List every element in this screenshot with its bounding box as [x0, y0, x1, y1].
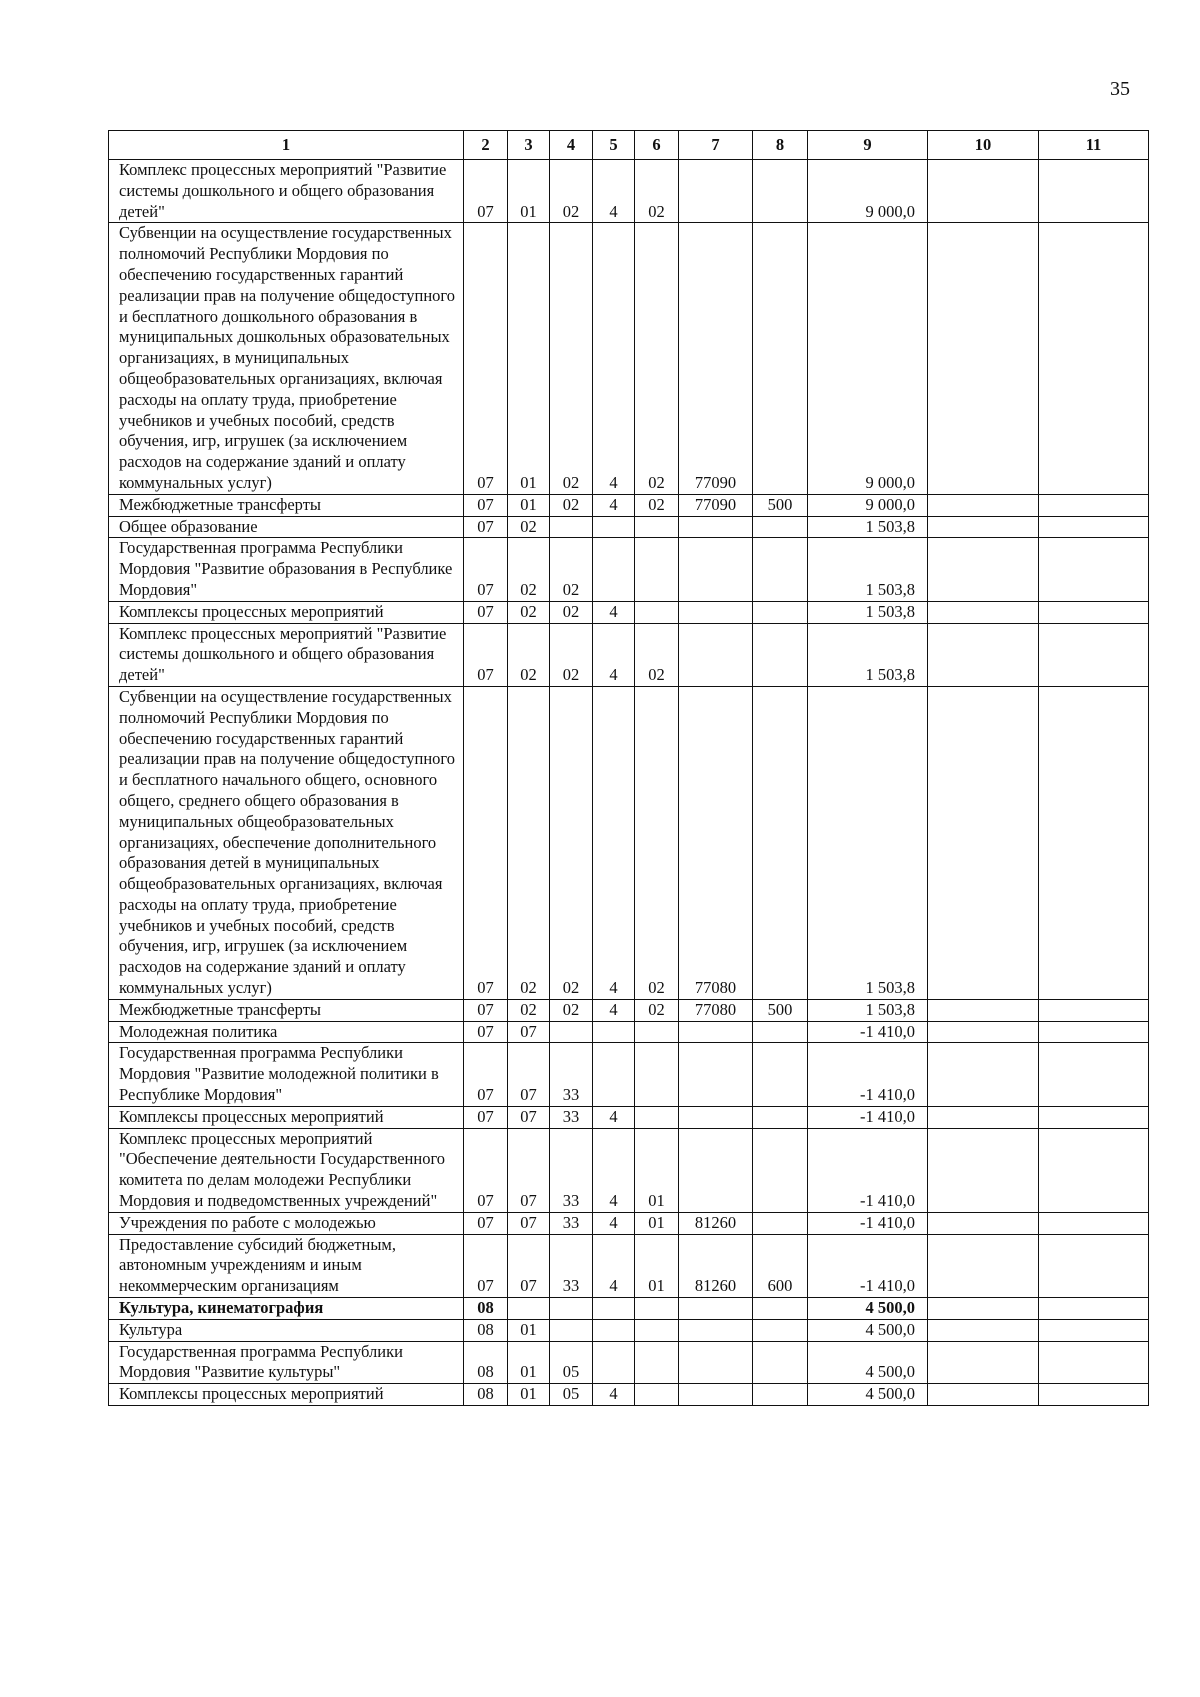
code-subprogram — [635, 1106, 679, 1128]
code-subprogram — [635, 1319, 679, 1341]
code-program: 02 — [550, 494, 593, 516]
code-subprogram: 02 — [635, 160, 679, 223]
code-section: 07 — [464, 1043, 508, 1106]
amount-cell-11 — [1039, 223, 1149, 494]
table-row — [109, 223, 1149, 494]
code-subprogram: 02 — [635, 494, 679, 516]
code-program-type: 4 — [593, 1106, 635, 1128]
amount-cell-10 — [928, 1043, 1039, 1106]
amount-cell-11 — [1039, 1212, 1149, 1234]
row-description: Государственная программа Республики Мордовия "Развитие образования в Республике Мордовия" — [109, 538, 464, 601]
code-section: 07 — [464, 1212, 508, 1234]
code-direction: 77080 — [679, 686, 753, 999]
code-subprogram — [635, 538, 679, 601]
code-direction — [679, 1384, 753, 1406]
column-header: 10 — [928, 131, 1039, 160]
code-expense-type: 600 — [753, 1234, 808, 1297]
code-section: 07 — [464, 999, 508, 1021]
code-subsection: 02 — [508, 516, 550, 538]
code-section: 07 — [464, 1021, 508, 1043]
row-description: Субвенции на осуществление государственных полномочий Республики Мордовия по обеспечению государственных гарантий реализации прав на получение общедоступного и бесплатного начального общего, основного общего, среднего общего образования в муниципальных общеобразовательных организациях, обеспечение дополнительного образования детей в муниципальных общеобразовательных организациях, включая расходы на оплату труда, приобретение учебников и учебных пособий, средств обучения, игр, игрушек (за исключением расходов на содержание зданий и оплату коммунальных услуг) — [109, 686, 464, 999]
amount-cell-11 — [1039, 1384, 1149, 1406]
table-row — [109, 494, 1149, 516]
code-expense-type — [753, 1043, 808, 1106]
amount-cell-11 — [1039, 1043, 1149, 1106]
code-section: 07 — [464, 1106, 508, 1128]
code-subsection: 07 — [508, 1128, 550, 1212]
amount-cell-10 — [928, 494, 1039, 516]
code-expense-type — [753, 1298, 808, 1320]
amount-cell-10 — [928, 623, 1039, 686]
code-program-type — [593, 1319, 635, 1341]
column-header: 9 — [808, 131, 928, 160]
code-section: 07 — [464, 516, 508, 538]
code-program: 02 — [550, 623, 593, 686]
code-direction — [679, 1341, 753, 1384]
code-subsection: 02 — [508, 538, 550, 601]
code-program-type — [593, 1043, 635, 1106]
page-number: 35 — [1110, 78, 1130, 100]
code-subsection: 07 — [508, 1043, 550, 1106]
amount-cell-10 — [928, 601, 1039, 623]
code-expense-type — [753, 223, 808, 494]
code-program: 02 — [550, 601, 593, 623]
amount-cell-11 — [1039, 1234, 1149, 1297]
row-description: Комплекс процессных мероприятий "Развитие системы дошкольного и общего образования детей" — [109, 160, 464, 223]
code-program-type: 4 — [593, 1128, 635, 1212]
amount-cell-11 — [1039, 1128, 1149, 1212]
code-section: 08 — [464, 1341, 508, 1384]
code-subprogram: 01 — [635, 1234, 679, 1297]
code-direction — [679, 538, 753, 601]
amount-cell: 1 503,8 — [808, 601, 928, 623]
table-row — [109, 601, 1149, 623]
budget-table — [108, 130, 1149, 1406]
code-subprogram: 01 — [635, 1212, 679, 1234]
amount-cell-11 — [1039, 1319, 1149, 1341]
code-subprogram: 02 — [635, 623, 679, 686]
code-direction: 81260 — [679, 1212, 753, 1234]
code-direction: 77080 — [679, 999, 753, 1021]
table-row — [109, 516, 1149, 538]
code-section: 08 — [464, 1298, 508, 1320]
table-row — [109, 1128, 1149, 1212]
code-subsection: 07 — [508, 1106, 550, 1128]
code-subprogram — [635, 516, 679, 538]
amount-cell: -1 410,0 — [808, 1212, 928, 1234]
code-program: 05 — [550, 1384, 593, 1406]
row-description: Молодежная политика — [109, 1021, 464, 1043]
code-subprogram — [635, 1384, 679, 1406]
code-direction — [679, 1128, 753, 1212]
amount-cell-11 — [1039, 1298, 1149, 1320]
amount-cell-10 — [928, 1319, 1039, 1341]
code-subsection: 01 — [508, 223, 550, 494]
amount-cell-10 — [928, 1021, 1039, 1043]
code-section: 07 — [464, 223, 508, 494]
code-program: 33 — [550, 1106, 593, 1128]
code-program-type: 4 — [593, 601, 635, 623]
row-description: Культура — [109, 1319, 464, 1341]
code-expense-type — [753, 1021, 808, 1043]
code-expense-type: 500 — [753, 999, 808, 1021]
code-program: 33 — [550, 1212, 593, 1234]
table-row — [109, 538, 1149, 601]
column-header: 4 — [550, 131, 593, 160]
table-row — [109, 1234, 1149, 1297]
amount-cell-10 — [928, 1298, 1039, 1320]
table-body — [109, 160, 1149, 1406]
code-expense-type — [753, 623, 808, 686]
header-row — [109, 131, 1149, 160]
code-direction — [679, 623, 753, 686]
amount-cell-10 — [928, 1212, 1039, 1234]
code-section: 07 — [464, 623, 508, 686]
table-row — [109, 999, 1149, 1021]
table-row — [109, 1298, 1149, 1320]
amount-cell: -1 410,0 — [808, 1021, 928, 1043]
amount-cell-11 — [1039, 1021, 1149, 1043]
amount-cell-10 — [928, 686, 1039, 999]
amount-cell: 1 503,8 — [808, 999, 928, 1021]
code-direction — [679, 1298, 753, 1320]
amount-cell-11 — [1039, 1106, 1149, 1128]
code-expense-type — [753, 1212, 808, 1234]
amount-cell: 1 503,8 — [808, 516, 928, 538]
code-expense-type — [753, 601, 808, 623]
code-program: 02 — [550, 686, 593, 999]
amount-cell-11 — [1039, 623, 1149, 686]
row-description: Комплекс процессных мероприятий "Развитие системы дошкольного и общего образования детей" — [109, 623, 464, 686]
code-program-type — [593, 538, 635, 601]
column-header: 3 — [508, 131, 550, 160]
code-subsection: 07 — [508, 1234, 550, 1297]
code-expense-type — [753, 516, 808, 538]
code-subprogram — [635, 601, 679, 623]
code-section: 08 — [464, 1319, 508, 1341]
table-row — [109, 1341, 1149, 1384]
row-description: Межбюджетные трансферты — [109, 999, 464, 1021]
amount-cell: 1 503,8 — [808, 538, 928, 601]
code-subsection: 02 — [508, 999, 550, 1021]
code-program-type: 4 — [593, 160, 635, 223]
code-expense-type — [753, 686, 808, 999]
amount-cell-10 — [928, 999, 1039, 1021]
code-direction — [679, 516, 753, 538]
table-row — [109, 686, 1149, 999]
code-subprogram: 02 — [635, 223, 679, 494]
code-subprogram: 02 — [635, 999, 679, 1021]
code-subprogram — [635, 1021, 679, 1043]
code-program-type: 4 — [593, 1384, 635, 1406]
amount-cell-11 — [1039, 516, 1149, 538]
amount-cell: 4 500,0 — [808, 1319, 928, 1341]
code-direction — [679, 1021, 753, 1043]
amount-cell-10 — [928, 223, 1039, 494]
code-program-type — [593, 1298, 635, 1320]
code-subprogram: 02 — [635, 686, 679, 999]
code-program-type: 4 — [593, 1234, 635, 1297]
code-program-type — [593, 516, 635, 538]
code-program-type: 4 — [593, 999, 635, 1021]
code-program: 02 — [550, 999, 593, 1021]
amount-cell: -1 410,0 — [808, 1128, 928, 1212]
code-direction — [679, 601, 753, 623]
code-direction: 81260 — [679, 1234, 753, 1297]
amount-cell: -1 410,0 — [808, 1234, 928, 1297]
column-header: 1 — [109, 131, 464, 160]
code-program — [550, 1319, 593, 1341]
code-program-type: 4 — [593, 223, 635, 494]
code-direction: 77090 — [679, 223, 753, 494]
amount-cell: -1 410,0 — [808, 1043, 928, 1106]
row-description: Комплекс процессных мероприятий "Обеспечение деятельности Государственного комитета по делам молодежи Республики Мордовия и подведомственных учреждений" — [109, 1128, 464, 1212]
amount-cell-11 — [1039, 1341, 1149, 1384]
column-header: 5 — [593, 131, 635, 160]
code-subsection: 01 — [508, 1341, 550, 1384]
amount-cell-10 — [928, 160, 1039, 223]
table-row — [109, 1106, 1149, 1128]
column-header: 11 — [1039, 131, 1149, 160]
code-program — [550, 1298, 593, 1320]
row-description: Предоставление субсидий бюджетным, автономным учреждениям и иным некоммерческим организациям — [109, 1234, 464, 1297]
row-description: Комплексы процессных мероприятий — [109, 601, 464, 623]
code-subprogram — [635, 1341, 679, 1384]
table-row — [109, 1021, 1149, 1043]
amount-cell-10 — [928, 538, 1039, 601]
column-header: 2 — [464, 131, 508, 160]
amount-cell: 9 000,0 — [808, 223, 928, 494]
column-header: 6 — [635, 131, 679, 160]
code-subsection: 01 — [508, 1319, 550, 1341]
row-description: Межбюджетные трансферты — [109, 494, 464, 516]
code-expense-type — [753, 1319, 808, 1341]
amount-cell: 9 000,0 — [808, 160, 928, 223]
row-description: Комплексы процессных мероприятий — [109, 1384, 464, 1406]
column-header: 7 — [679, 131, 753, 160]
code-section: 08 — [464, 1384, 508, 1406]
table-row — [109, 1043, 1149, 1106]
code-expense-type — [753, 538, 808, 601]
code-subsection: 02 — [508, 623, 550, 686]
table-row — [109, 1319, 1149, 1341]
row-description: Государственная программа Республики Мордовия "Развитие культуры" — [109, 1341, 464, 1384]
code-program — [550, 1021, 593, 1043]
code-expense-type — [753, 1106, 808, 1128]
row-description: Комплексы процессных мероприятий — [109, 1106, 464, 1128]
amount-cell-10 — [928, 516, 1039, 538]
code-subsection: 02 — [508, 686, 550, 999]
row-description: Государственная программа Республики Мордовия "Развитие молодежной политики в Республике Мордовия" — [109, 1043, 464, 1106]
code-program: 33 — [550, 1234, 593, 1297]
code-subsection: 07 — [508, 1021, 550, 1043]
code-subsection: 01 — [508, 494, 550, 516]
code-program-type: 4 — [593, 686, 635, 999]
table-row — [109, 1384, 1149, 1406]
code-subsection: 07 — [508, 1212, 550, 1234]
code-expense-type — [753, 1384, 808, 1406]
code-expense-type — [753, 1128, 808, 1212]
code-direction — [679, 1106, 753, 1128]
code-program-type: 4 — [593, 1212, 635, 1234]
code-subprogram — [635, 1298, 679, 1320]
code-program: 02 — [550, 538, 593, 601]
amount-cell-11 — [1039, 160, 1149, 223]
amount-cell: 1 503,8 — [808, 623, 928, 686]
code-section: 07 — [464, 686, 508, 999]
code-section: 07 — [464, 1234, 508, 1297]
code-subprogram — [635, 1043, 679, 1106]
code-expense-type — [753, 160, 808, 223]
code-subsection: 01 — [508, 160, 550, 223]
code-subsection — [508, 1298, 550, 1320]
amount-cell-11 — [1039, 999, 1149, 1021]
amount-cell-10 — [928, 1234, 1039, 1297]
amount-cell: 1 503,8 — [808, 686, 928, 999]
code-program: 02 — [550, 160, 593, 223]
table-row — [109, 1212, 1149, 1234]
amount-cell: -1 410,0 — [808, 1106, 928, 1128]
amount-cell-11 — [1039, 494, 1149, 516]
table-row — [109, 160, 1149, 223]
amount-cell: 4 500,0 — [808, 1384, 928, 1406]
amount-cell-10 — [928, 1341, 1039, 1384]
code-section: 07 — [464, 538, 508, 601]
amount-cell-11 — [1039, 601, 1149, 623]
code-program — [550, 516, 593, 538]
code-direction — [679, 1319, 753, 1341]
code-section: 07 — [464, 1128, 508, 1212]
code-section: 07 — [464, 160, 508, 223]
column-header: 8 — [753, 131, 808, 160]
amount-cell-10 — [928, 1106, 1039, 1128]
amount-cell-11 — [1039, 538, 1149, 601]
row-description: Субвенции на осуществление государственных полномочий Республики Мордовия по обеспечению государственных гарантий реализации прав на получение общедоступного и бесплатного дошкольного образования в муниципальных дошкольных образовательных организациях, в муниципальных общеобразовательных организациях, включая расходы на оплату труда, приобретение учебников и учебных пособий, средств обучения, игр, игрушек (за исключением расходов на содержание зданий и оплату коммунальных услуг) — [109, 223, 464, 494]
code-section: 07 — [464, 494, 508, 516]
amount-cell: 9 000,0 — [808, 494, 928, 516]
code-direction: 77090 — [679, 494, 753, 516]
code-program-type: 4 — [593, 494, 635, 516]
row-description: Общее образование — [109, 516, 464, 538]
amount-cell: 4 500,0 — [808, 1298, 928, 1320]
code-direction — [679, 160, 753, 223]
code-subsection: 02 — [508, 601, 550, 623]
row-description: Культура, кинематография — [109, 1298, 464, 1320]
amount-cell-10 — [928, 1384, 1039, 1406]
code-program-type — [593, 1021, 635, 1043]
amount-cell-11 — [1039, 686, 1149, 999]
code-program-type — [593, 1341, 635, 1384]
code-expense-type — [753, 1341, 808, 1384]
table-row — [109, 623, 1149, 686]
code-program: 33 — [550, 1128, 593, 1212]
amount-cell: 4 500,0 — [808, 1341, 928, 1384]
code-subsection: 01 — [508, 1384, 550, 1406]
code-program: 05 — [550, 1341, 593, 1384]
code-direction — [679, 1043, 753, 1106]
code-section: 07 — [464, 601, 508, 623]
amount-cell-10 — [928, 1128, 1039, 1212]
code-subprogram: 01 — [635, 1128, 679, 1212]
code-program: 33 — [550, 1043, 593, 1106]
code-expense-type: 500 — [753, 494, 808, 516]
code-program-type: 4 — [593, 623, 635, 686]
code-program: 02 — [550, 223, 593, 494]
row-description: Учреждения по работе с молодежью — [109, 1212, 464, 1234]
